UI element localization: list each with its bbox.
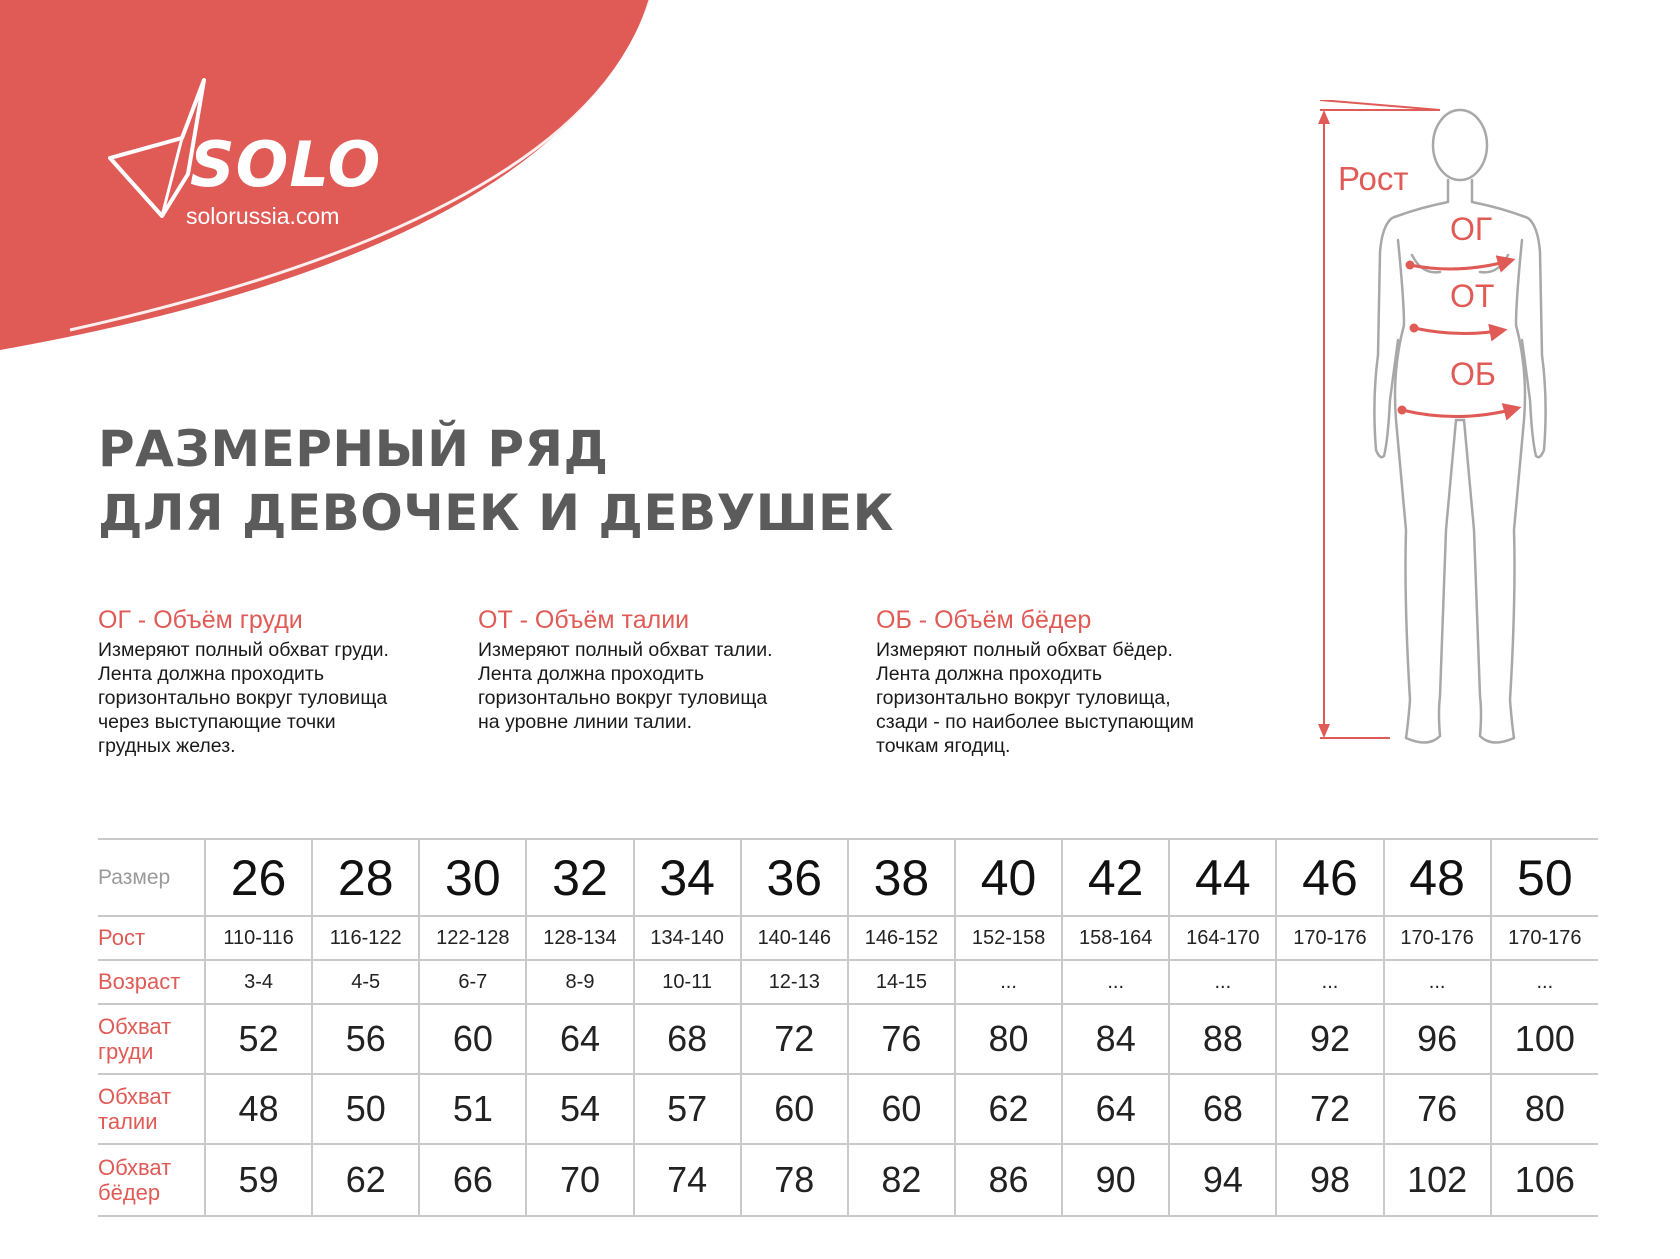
size-table-body bbox=[98, 839, 1598, 1216]
hips-cell: 66 bbox=[419, 1144, 526, 1216]
height-cell: 164-170 bbox=[1169, 916, 1276, 960]
hips-cell: 59 bbox=[205, 1144, 312, 1216]
row-label-hips: Обхват бёдер bbox=[98, 1144, 205, 1216]
age-cell: ... bbox=[1491, 960, 1598, 1004]
chest-cell: 68 bbox=[634, 1004, 741, 1074]
chest-cell: 64 bbox=[526, 1004, 633, 1074]
definition-hips-text: Измеряют полный обхват бёдер. Лента должна проходить горизонтально вокруг туловища, сзади - по наиболее выступающим точкам ягодиц. bbox=[876, 639, 1194, 757]
waist-cell: 64 bbox=[1062, 1074, 1169, 1144]
height-cell: 158-164 bbox=[1062, 916, 1169, 960]
hips-cell: 70 bbox=[526, 1144, 633, 1216]
waist-cell: 62 bbox=[955, 1074, 1062, 1144]
waist-cell: 68 bbox=[1169, 1074, 1276, 1144]
age-cell: ... bbox=[1062, 960, 1169, 1004]
chest-cell: 100 bbox=[1491, 1004, 1598, 1074]
definition-chest-heading: ОГ - Объём груди bbox=[98, 606, 303, 634]
hips-cell: 106 bbox=[1491, 1144, 1598, 1216]
age-cell: ... bbox=[1276, 960, 1383, 1004]
definition-waist-heading: ОТ - Объём талии bbox=[478, 606, 690, 634]
size-table bbox=[98, 838, 1598, 1217]
size-cell: 40 bbox=[955, 839, 1062, 916]
chest-cell: 96 bbox=[1384, 1004, 1491, 1074]
hips-cell: 102 bbox=[1384, 1144, 1491, 1216]
page-title bbox=[98, 417, 894, 545]
hips-label: ОБ bbox=[1450, 356, 1496, 392]
size-cell: 30 bbox=[419, 839, 526, 916]
size-cell: 48 bbox=[1384, 839, 1491, 916]
definition-chest-text: Измеряют полный обхват груди. Лента должна проходить горизонтально вокруг туловища через выступающие точки грудных желез. bbox=[98, 639, 389, 757]
chest-cell: 88 bbox=[1169, 1004, 1276, 1074]
size-cell: 32 bbox=[526, 839, 633, 916]
size-cell: 42 bbox=[1062, 839, 1169, 916]
chest-cell: 60 bbox=[419, 1004, 526, 1074]
hips-cell: 90 bbox=[1062, 1144, 1169, 1216]
waist-cell: 57 bbox=[634, 1074, 741, 1144]
hips-cell: 78 bbox=[741, 1144, 848, 1216]
size-cell: 38 bbox=[848, 839, 955, 916]
hips-cell: 86 bbox=[955, 1144, 1062, 1216]
height-cell: 116-122 bbox=[312, 916, 419, 960]
body-measurement-figure bbox=[1300, 100, 1600, 820]
chest-cell: 56 bbox=[312, 1004, 419, 1074]
height-cell: 170-176 bbox=[1384, 916, 1491, 960]
page-title-line-1: РАЗМЕРНЫЙ РЯД bbox=[98, 420, 609, 478]
height-cell: 170-176 bbox=[1276, 916, 1383, 960]
waist-cell: 48 bbox=[205, 1074, 312, 1144]
row-label-age: Возраст bbox=[98, 960, 205, 1004]
waist-measure-arrow bbox=[1414, 328, 1504, 334]
table-row-height bbox=[98, 916, 1598, 960]
age-cell: ... bbox=[1169, 960, 1276, 1004]
waist-cell: 60 bbox=[741, 1074, 848, 1144]
height-cell: 122-128 bbox=[419, 916, 526, 960]
table-row-waist bbox=[98, 1074, 1598, 1144]
hips-cell: 98 bbox=[1276, 1144, 1383, 1216]
height-cell: 170-176 bbox=[1491, 916, 1598, 960]
height-label: Рост bbox=[1338, 160, 1409, 197]
chest-cell: 72 bbox=[741, 1004, 848, 1074]
waist-cell: 50 bbox=[312, 1074, 419, 1144]
height-cell: 146-152 bbox=[848, 916, 955, 960]
logo-wordmark: SOLO bbox=[190, 128, 382, 201]
age-cell: 8-9 bbox=[526, 960, 633, 1004]
size-cell: 34 bbox=[634, 839, 741, 916]
definition-hips-heading: ОБ - Объём бёдер bbox=[876, 606, 1092, 634]
hips-cell: 62 bbox=[312, 1144, 419, 1216]
height-cell: 110-116 bbox=[205, 916, 312, 960]
height-cell: 152-158 bbox=[955, 916, 1062, 960]
hips-cell: 94 bbox=[1169, 1144, 1276, 1216]
age-cell: 12-13 bbox=[741, 960, 848, 1004]
waist-cell: 76 bbox=[1384, 1074, 1491, 1144]
age-cell: 10-11 bbox=[634, 960, 741, 1004]
row-label-size: Размер bbox=[98, 839, 205, 916]
definition-chest bbox=[98, 606, 458, 758]
row-label-chest: Обхват груди bbox=[98, 1004, 205, 1074]
table-row-hips bbox=[98, 1144, 1598, 1216]
age-cell: ... bbox=[1384, 960, 1491, 1004]
definition-waist bbox=[478, 606, 838, 734]
table-row-size bbox=[98, 839, 1598, 916]
row-label-height: Рост bbox=[98, 916, 205, 960]
hips-cell: 82 bbox=[848, 1144, 955, 1216]
table-row-chest bbox=[98, 1004, 1598, 1074]
chest-cell: 80 bbox=[955, 1004, 1062, 1074]
chest-cell: 52 bbox=[205, 1004, 312, 1074]
height-cell: 128-134 bbox=[526, 916, 633, 960]
row-label-waist: Обхват талии bbox=[98, 1074, 205, 1144]
age-cell: ... bbox=[955, 960, 1062, 1004]
body-silhouette bbox=[1374, 110, 1545, 743]
chest-cell: 84 bbox=[1062, 1004, 1169, 1074]
definition-waist-text: Измеряют полный обхват талии. Лента должна проходить горизонтально вокруг туловища на уровне линии талии. bbox=[478, 639, 773, 733]
chest-cell: 76 bbox=[848, 1004, 955, 1074]
height-cell: 134-140 bbox=[634, 916, 741, 960]
size-cell: 28 bbox=[312, 839, 419, 916]
waist-label: ОТ bbox=[1450, 278, 1495, 314]
table-row-age bbox=[98, 960, 1598, 1004]
waist-cell: 72 bbox=[1276, 1074, 1383, 1144]
age-cell: 14-15 bbox=[848, 960, 955, 1004]
size-cell: 46 bbox=[1276, 839, 1383, 916]
size-cell: 44 bbox=[1169, 839, 1276, 916]
definition-hips bbox=[876, 606, 1276, 758]
hips-cell: 74 bbox=[634, 1144, 741, 1216]
waist-cell: 60 bbox=[848, 1074, 955, 1144]
size-cell: 36 bbox=[741, 839, 848, 916]
waist-cell: 80 bbox=[1491, 1074, 1598, 1144]
hips-measure-arrow bbox=[1402, 408, 1518, 417]
page-title-line-2: ДЛЯ ДЕВОЧЕК И ДЕВУШЕК bbox=[98, 484, 894, 542]
waist-cell: 54 bbox=[526, 1074, 633, 1144]
age-cell: 3-4 bbox=[205, 960, 312, 1004]
height-cell: 140-146 bbox=[741, 916, 848, 960]
size-cell: 50 bbox=[1491, 839, 1598, 916]
website-link[interactable]: solorussia.com bbox=[186, 203, 340, 229]
chest-cell: 92 bbox=[1276, 1004, 1383, 1074]
age-cell: 4-5 bbox=[312, 960, 419, 1004]
chest-label: ОГ bbox=[1450, 211, 1493, 247]
age-cell: 6-7 bbox=[419, 960, 526, 1004]
size-cell: 26 bbox=[205, 839, 312, 916]
waist-cell: 51 bbox=[419, 1074, 526, 1144]
